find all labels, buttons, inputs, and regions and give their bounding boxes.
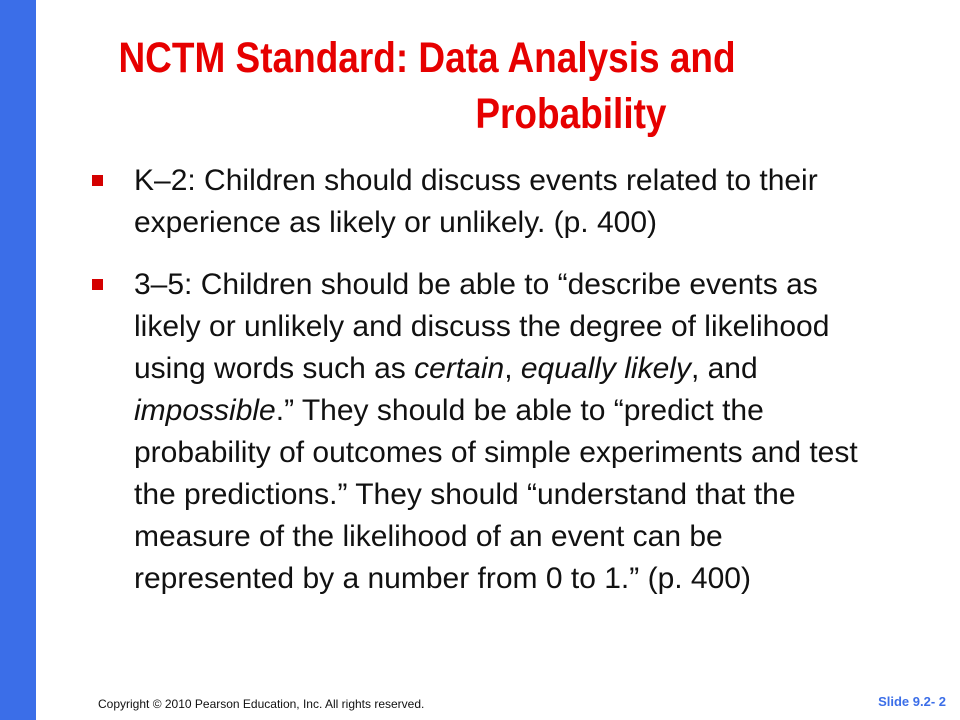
square-bullet-icon [92,279,103,290]
title-line-1: NCTM Standard: Data Analysis and [118,34,736,82]
bullet-list [90,160,890,620]
bullet-text-part: .” They should be able to “predict the probability of outcomes of simple experiments and test the predictions.” They should “understand that the measure of the likelihood of an event can be represented by a number from 0 to 1.” (p. 400) [134,394,858,595]
title-line-2: Probability [475,90,667,138]
bullet-text-part: , and [690,352,758,385]
italic-term: equally likely [520,352,691,385]
square-bullet-icon [92,175,103,186]
slide-title [60,30,782,142]
slide-number: Slide 9.2- 2 [878,694,946,709]
bullet-text-part: 3–5: Children should be able to “describe events as likely or unlikely and discuss the degree of likelihood using words such as [134,268,830,385]
italic-term: certain [414,352,505,385]
bullet-text-part: , [504,352,521,385]
bullet-item-3-5 [90,264,890,600]
copyright-footer: Copyright © 2010 Pearson Education, Inc. All rights reserved. [98,697,425,711]
left-accent-bar [0,0,36,720]
bullet-text: K–2: Children should discuss events related to their experience as likely or unlikely. (p. 400) [134,164,818,239]
italic-term: impossible [134,394,276,427]
bullet-item-k2 [90,160,890,244]
